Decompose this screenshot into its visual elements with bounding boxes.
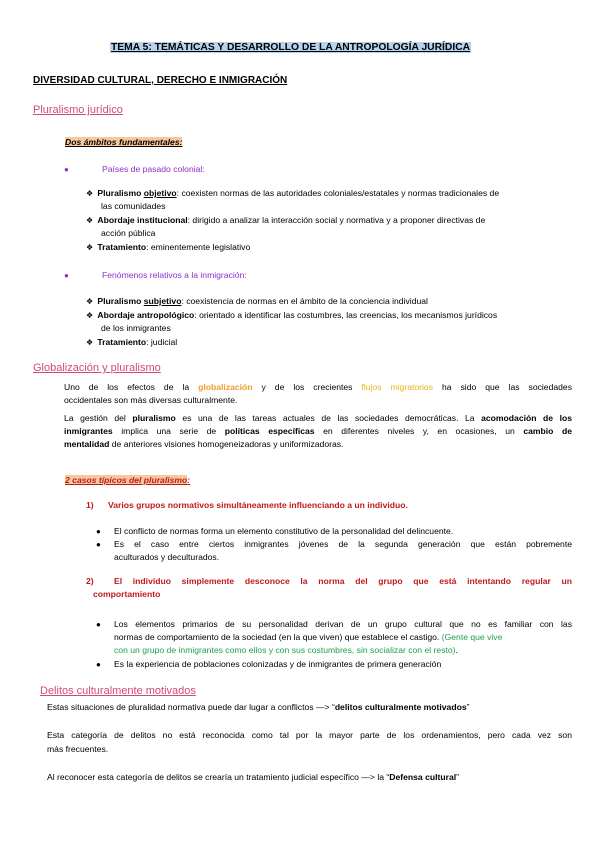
inmigracion-bullet: ● <box>64 271 69 280</box>
globalizacion-p1-line2: occidentales son más diversas culturalmente. <box>64 395 238 405</box>
caso2-bullet-1-dot: ● <box>96 620 101 629</box>
page-title: TEMA 5: TEMÁTICAS Y DESARROLLO DE LA ANTROPOLOGÍA JURÍDICA <box>111 42 471 53</box>
inmigracion-item-3: ❖ Tratamiento: judicial <box>86 337 178 347</box>
diamond-bullet-icon: ❖ <box>86 243 94 252</box>
caso1-number: 1) <box>86 500 94 510</box>
diamond-bullet-icon: ❖ <box>86 297 94 306</box>
ambitos-label: Dos ámbitos fundamentales: <box>65 137 183 147</box>
colonial-item-2-cont: acción pública <box>101 228 156 238</box>
diamond-bullet-icon: ❖ <box>86 189 94 198</box>
caso1-bullet-1-dot: ● <box>96 527 101 536</box>
colonial-bullet: ● <box>64 165 69 174</box>
globalizacion-p2-line2: inmigrantes implica una serie de políticas específicas en diferentes niveles y, en ocasiones, un cambio de <box>64 426 572 436</box>
caso2-line2: comportamiento <box>93 589 161 599</box>
globalizacion-p2-line3: mentalidad de anteriores visiones homogeneizadoras y uniformizadoras. <box>64 439 344 449</box>
heading-delitos: Delitos culturalmente motivados <box>40 685 196 697</box>
inmigracion-label: Fenómenos relativos a la inmigración: <box>102 270 247 280</box>
colonial-item-2: ❖ Abordaje institucional: dirigido a analizar la interacción social y normativa y a proponer directivas de <box>86 215 486 225</box>
delitos-p2-line2: más frecuentes. <box>47 744 109 754</box>
colonial-item-1-cont: las comunidades <box>101 201 166 211</box>
diamond-bullet-icon: ❖ <box>86 216 94 225</box>
caso2-number: 2) <box>86 576 94 586</box>
colonial-item-3: ❖ Tratamiento: eminentemente legislativo <box>86 242 251 252</box>
heading-pluralismo-juridico: Pluralismo jurídico <box>33 104 123 116</box>
globalizacion-p1-line1: Uno de los efectos de la globalización y de los crecientes flujos migratorios ha sido que las sociedades <box>64 382 573 392</box>
caso2-bullet-1: Los elementos primarios de su personalidad derivan de un grupo cultural que no es familiar con las <box>114 619 572 629</box>
caso1-bullet-1: El conflicto de normas forma un elemento constitutivo de la personalidad del delincuente. <box>114 526 454 536</box>
casos-label: 2 casos típicos del pluralismo: <box>65 475 191 485</box>
colonial-label: Países de pasado colonial: <box>102 164 205 174</box>
heading-globalizacion: Globalización y pluralismo <box>33 362 161 374</box>
inmigracion-item-2-cont: de los inmigrantes <box>101 323 171 333</box>
caso1-bullet-2-dot: ● <box>96 540 101 549</box>
globalizacion-p2-line1: La gestión del pluralismo es una de las tareas actuales de las sociedades democráticas. La acomodación de los <box>64 413 573 423</box>
caso1-bullet-2-cont: aculturados y deculturados. <box>114 552 220 562</box>
caso2-bullet-1-cont2: con un grupo de inmigrantes como ellos y con sus costumbres, sin socializar con el resto). <box>114 645 458 655</box>
caso2-bullet-2-dot: ● <box>96 660 101 669</box>
delitos-p3: Al reconocer esta categoría de delitos se crearía un tratamiento judicial específico —> la “Defensa cultural” <box>47 772 460 782</box>
caso2-line1: El individuo simplemente desconoce la norma del grupo que está intentando regular un <box>114 576 572 586</box>
colonial-item-1: ❖ Pluralismo objetivo: coexisten normas de las autoridades coloniales/estatales y normas tradicionales de <box>86 188 500 198</box>
delitos-p2-line1: Esta categoría de delitos no está reconocida como tal por la mayor parte de los ordenamientos, pero cada vez son <box>47 730 572 740</box>
caso2-bullet-2: Es la experiencia de poblaciones colonizadas y de inmigrantes de primera generación <box>114 659 442 669</box>
caso1-text: Varios grupos normativos simultáneamente influenciando a un individuo. <box>108 500 408 510</box>
delitos-p1: Estas situaciones de pluralidad normativa puede dar lugar a conflictos —> “delitos culturalmente motivados” <box>47 702 470 712</box>
caso1-bullet-2: Es el caso entre ciertos inmigrantes jóvenes de la segunda generación que están pobremente <box>114 539 572 549</box>
section-heading-diversidad: DIVERSIDAD CULTURAL, DERECHO E INMIGRACIÓN <box>33 75 288 86</box>
inmigracion-item-1: ❖ Pluralismo subjetivo: coexistencia de normas en el ámbito de la conciencia individual <box>86 296 428 306</box>
inmigracion-item-2: ❖ Abordaje antropológico: orientado a identificar las costumbres, las creencias, los mecanismos jurídicos <box>86 310 498 320</box>
diamond-bullet-icon: ❖ <box>86 338 94 347</box>
diamond-bullet-icon: ❖ <box>86 311 94 320</box>
caso2-bullet-1-cont: normas de comportamiento de la sociedad (en la que viven) que establece el castigo. (Gente que vive <box>114 632 503 642</box>
